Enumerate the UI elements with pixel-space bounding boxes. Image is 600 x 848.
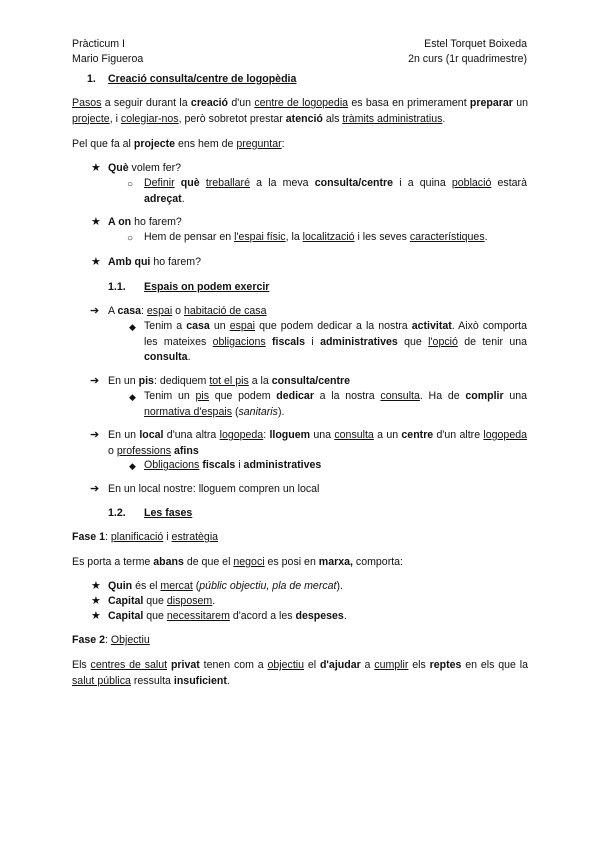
section-1-number: 1. — [87, 73, 96, 85]
arrow-bullet-icon: ➔ — [90, 375, 100, 387]
star-bullet-icon: ★ — [91, 595, 101, 607]
q2-line: A on ho farem? — [108, 216, 182, 228]
place3-sub-line: Obligacions fiscals i administratives — [144, 459, 322, 471]
circle-bullet-icon: ○ — [127, 233, 134, 244]
q2-sub-paragraph: Hem de pensar en l'espai físic, la localització i les seves característiques. — [144, 231, 488, 243]
star-bullet-icon: ★ — [91, 216, 101, 228]
star-bullet-icon: ★ — [91, 256, 101, 268]
fase1-item-2: Capital que disposem. — [108, 595, 216, 607]
place3-paragraph: En un local d'una altra logopeda: lloguem una consulta a un centre d'un altre logopeda o professions afins — [108, 429, 528, 457]
fase1-item-1: Quin és el mercat (públic objectiu, pla de mercat). — [108, 580, 343, 592]
arrow-bullet-icon: ➔ — [90, 483, 100, 495]
circle-bullet-icon: ○ — [127, 179, 134, 190]
header-left-line2: Mario Figueroa — [72, 53, 144, 65]
place1-sub-paragraph: Tenim a casa un espai que podem dedicar a la nostra activitat. Això comporta les mateixes obligacions fiscals i administratives que l'opció de tenir una consulta. — [144, 320, 527, 363]
q1-line: Què volem fer? — [108, 162, 182, 174]
intro-paragraph: Pasos a seguir durant la creació d'un centre de logopedia es basa en primerament preparar un projecte, i colegiar-nos, però sobretot prestar atenció als tràmits administratius. — [72, 97, 528, 125]
diamond-bullet-icon: ◆ — [129, 461, 136, 471]
place1-line: A casa: espai o habitació de casa — [108, 305, 267, 317]
fase1-item-3: Capital que necessitarem d'acord a les despeses. — [108, 610, 347, 622]
arrow-bullet-icon: ➔ — [90, 429, 100, 441]
star-bullet-icon: ★ — [91, 162, 101, 174]
section-1-title: Creació consulta/centre de logopèdia — [108, 73, 297, 85]
fase1-paragraph: Es porta a terme abans de que el negoci es posi en marxa, comporta: — [72, 556, 403, 568]
star-bullet-icon: ★ — [91, 610, 101, 622]
section-1-2-number: 1.2. — [108, 507, 126, 519]
fase1-heading: Fase 1: planificació i estratègia — [72, 531, 219, 543]
section-1-1-title: Espais on podem exercir — [144, 281, 270, 293]
place2-sub-paragraph: Tenim un pis que podem dedicar a la nostra consulta. Ha de complir una normativa d'espais (sanitaris). — [144, 390, 527, 418]
header-right-line1: Estel Torquet Boixeda — [424, 38, 527, 50]
fase2-heading: Fase 2: Objectiu — [72, 634, 150, 646]
question-paragraph: Pel que fa al projecte ens hem de preguntar: — [72, 138, 285, 150]
q3-line: Amb qui ho farem? — [108, 256, 202, 268]
star-bullet-icon: ★ — [91, 580, 101, 592]
place2-line: En un pis: dediquem tot el pis a la consulta/centre — [108, 375, 351, 387]
diamond-bullet-icon: ◆ — [129, 392, 136, 402]
place4-line: En un local nostre: lloguem compren un local — [108, 483, 320, 495]
q1-sub-paragraph: Definir què treballaré a la meva consulta/centre i a quina població estarà adreçat. — [144, 177, 527, 205]
fase2-paragraph: Els centres de salut privat tenen com a objectiu el d'ajudar a cumplir els reptes en els que la salut pública ressulta insuficient. — [72, 659, 528, 687]
section-1-2-title: Les fases — [144, 507, 193, 519]
header-right-line2: 2n curs (1r quadrimestre) — [408, 53, 527, 65]
diamond-bullet-icon: ◆ — [129, 322, 136, 332]
arrow-bullet-icon: ➔ — [90, 305, 100, 317]
section-1-1-number: 1.1. — [108, 281, 126, 293]
header-left-line1: Pràcticum I — [72, 38, 125, 50]
